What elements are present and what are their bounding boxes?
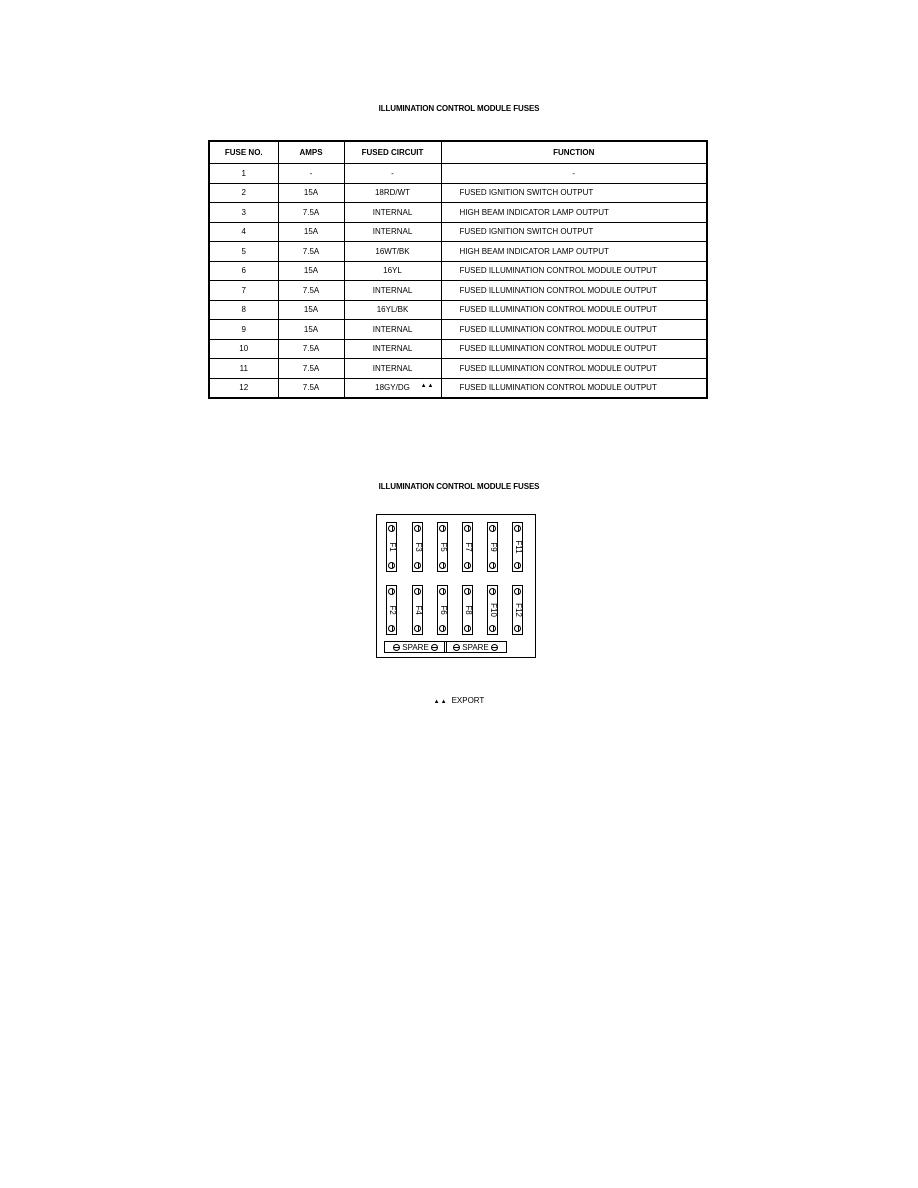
fuse-number-cell-text: 1 <box>241 168 246 178</box>
fused-circuit-cell-text: INTERNAL <box>372 285 413 295</box>
fused-circuit-cell-text: INTERNAL <box>372 324 413 334</box>
spare-label: SPARE <box>402 642 429 652</box>
fuse-number-cell <box>209 164 278 184</box>
function-cell <box>441 339 707 359</box>
fused-circuit-cell <box>344 339 441 359</box>
fused-circuit-cell <box>344 183 441 203</box>
fuse-number-cell <box>209 203 278 223</box>
fuse-number-cell-text: 10 <box>239 344 249 354</box>
fuse-terminal-icon <box>414 525 421 532</box>
fuse <box>437 585 448 635</box>
fuse-terminal-icon <box>453 644 460 651</box>
fused-circuit-cell <box>344 164 441 184</box>
amps-cell-text: 15A <box>303 188 319 198</box>
fused-circuit-cell-text: 16WT/BK <box>375 246 410 256</box>
fuse-number-cell <box>209 183 278 203</box>
table-row <box>209 242 707 262</box>
diagram-title: ILLUMINATION CONTROL MODULE FUSES <box>378 482 540 491</box>
fuse-terminal-icon <box>491 644 498 651</box>
table-row <box>209 320 707 340</box>
fuse-label: F12 <box>513 603 523 617</box>
fuse <box>512 522 523 572</box>
function-cell <box>441 359 707 379</box>
fuse-label: F6 <box>438 605 448 615</box>
function-cell <box>441 320 707 340</box>
fused-circuit-cell-text: 18GY/DG <box>375 383 410 393</box>
amps-cell-text: 7.5A <box>302 285 320 295</box>
fused-circuit-cell <box>344 281 441 301</box>
function-cell <box>441 300 707 320</box>
fuse-number-cell-text: 4 <box>241 227 246 237</box>
fuse <box>412 585 423 635</box>
fuse-terminal-icon <box>464 588 471 595</box>
fused-circuit-cell-text: 16YL <box>383 266 402 276</box>
fuse-label: F3 <box>413 542 423 552</box>
fuse-label: F7 <box>463 542 473 552</box>
fuse-terminal-icon <box>431 644 438 651</box>
function-cell <box>441 203 707 223</box>
amps-cell-text: 7.5A <box>302 363 320 373</box>
fuse-terminal-icon <box>388 525 395 532</box>
fuse-terminal-icon <box>464 525 471 532</box>
fuse-number-cell-text: 7 <box>241 285 246 295</box>
fuse-number-cell-text: 11 <box>239 363 248 373</box>
fuse-number-cell <box>209 378 278 398</box>
fused-circuit-cell <box>344 300 441 320</box>
fuse-terminal-icon <box>388 625 395 632</box>
fuse-label: F9 <box>488 542 498 552</box>
fused-circuit-cell-text: 16YL/BK <box>376 305 409 315</box>
function-cell-text: FUSED ILLUMINATION CONTROL MODULE OUTPUT <box>459 266 657 276</box>
amps-cell-text: 7.5A <box>302 207 320 217</box>
header-amps: AMPS <box>278 141 344 164</box>
fuse-label: F4 <box>413 605 423 615</box>
fuse-label: F2 <box>387 605 397 615</box>
fuse-terminal-icon <box>514 525 521 532</box>
fuse <box>487 522 498 572</box>
function-cell <box>441 281 707 301</box>
fuse <box>437 522 448 572</box>
table-row <box>209 222 707 242</box>
amps-cell <box>278 359 344 379</box>
fuse-terminal-icon <box>464 625 471 632</box>
table-title: ILLUMINATION CONTROL MODULE FUSES <box>378 104 540 113</box>
amps-cell <box>278 164 344 184</box>
amps-cell <box>278 300 344 320</box>
amps-cell-text: 7.5A <box>302 344 320 354</box>
fuse-terminal-icon <box>489 625 496 632</box>
amps-cell <box>278 242 344 262</box>
function-cell-text: FUSED IGNITION SWITCH OUTPUT <box>459 227 594 237</box>
function-cell <box>441 242 707 262</box>
function-cell <box>441 261 707 281</box>
fuse-terminal-icon <box>388 588 395 595</box>
amps-cell <box>278 203 344 223</box>
amps-cell <box>278 183 344 203</box>
fuse-number-cell <box>209 261 278 281</box>
fuse-terminal-icon <box>439 525 446 532</box>
fuse-number-cell <box>209 359 278 379</box>
fuse <box>412 522 423 572</box>
fused-circuit-cell-text: - <box>391 168 394 178</box>
fuse-number-cell <box>209 300 278 320</box>
fuse-number-cell <box>209 222 278 242</box>
fuse-label: F10 <box>488 603 498 617</box>
fuse-number-cell <box>209 320 278 340</box>
fuse-number-cell <box>209 242 278 262</box>
function-cell-text: FUSED ILLUMINATION CONTROL MODULE OUTPUT <box>459 324 657 334</box>
fuse-terminal-icon <box>464 562 471 569</box>
table-row <box>209 378 707 398</box>
fused-circuit-cell-text: INTERNAL <box>372 363 413 373</box>
fuse-terminal-icon <box>414 562 421 569</box>
fuse-terminal-icon <box>514 625 521 632</box>
fuse-label: F8 <box>463 605 473 615</box>
fuse-terminal-icon <box>388 562 395 569</box>
function-cell <box>441 164 707 184</box>
amps-cell-text: 15A <box>303 227 319 237</box>
fuse-terminal-icon <box>414 625 421 632</box>
fuse-terminal-icon <box>439 562 446 569</box>
function-cell-text: HIGH BEAM INDICATOR LAMP OUTPUT <box>459 246 609 256</box>
fuse-number-cell-text: 5 <box>241 246 246 256</box>
fuse <box>512 585 523 635</box>
spare-label: SPARE <box>462 642 489 652</box>
fuse-number-cell-text: 9 <box>241 324 246 334</box>
fuse <box>487 585 498 635</box>
fuse-number-cell-text: 2 <box>241 188 246 198</box>
fuse-terminal-icon <box>514 562 521 569</box>
fuse-number-cell-text: 12 <box>239 383 249 393</box>
header-function: FUNCTION <box>441 141 707 164</box>
fused-circuit-cell <box>344 222 441 242</box>
fuse-table <box>208 140 708 399</box>
function-cell-text: FUSED ILLUMINATION CONTROL MODULE OUTPUT <box>459 363 657 373</box>
amps-cell-text: - <box>309 168 313 178</box>
legend <box>0 696 918 705</box>
spare-fuse <box>444 641 507 653</box>
fused-circuit-cell-text: INTERNAL <box>372 344 413 354</box>
fused-circuit-cell <box>344 359 441 379</box>
export-mark: ▲▲ <box>420 382 435 389</box>
fuse <box>462 522 473 572</box>
function-cell-text: HIGH BEAM INDICATOR LAMP OUTPUT <box>459 207 609 217</box>
fuse-terminal-icon <box>439 625 446 632</box>
table-header-row <box>209 141 707 164</box>
amps-cell <box>278 320 344 340</box>
fuse-number-cell-text: 8 <box>241 305 246 315</box>
fuse-terminal-icon <box>489 588 496 595</box>
function-cell-text: FUSED ILLUMINATION CONTROL MODULE OUTPUT <box>459 344 657 354</box>
fuse-terminal-icon <box>489 525 496 532</box>
fused-circuit-cell <box>344 378 441 398</box>
fuse-label: F5 <box>438 542 448 552</box>
fuse <box>386 585 397 635</box>
table-row <box>209 183 707 203</box>
export-mark: ▲▲ <box>433 699 448 705</box>
amps-cell <box>278 281 344 301</box>
fuse-number-cell <box>209 281 278 301</box>
fused-circuit-cell <box>344 320 441 340</box>
table-row <box>209 359 707 379</box>
legend-text: EXPORT <box>451 696 485 705</box>
fuse-number-cell-text: 6 <box>241 266 246 276</box>
table-row <box>209 164 707 184</box>
fuse-label: F1 <box>387 542 397 552</box>
function-cell-text: - <box>572 168 576 178</box>
header-fuse-no: FUSE NO. <box>209 141 278 164</box>
function-cell <box>441 183 707 203</box>
function-cell <box>441 378 707 398</box>
fused-circuit-cell-text: INTERNAL <box>372 207 413 217</box>
fuse-terminal-icon <box>514 588 521 595</box>
function-cell <box>441 222 707 242</box>
amps-cell-text: 15A <box>303 324 319 334</box>
table-row <box>209 339 707 359</box>
table-row <box>209 300 707 320</box>
fuse <box>386 522 397 572</box>
header-fused-circuit: FUSED CIRCUIT <box>344 141 441 164</box>
fuse-terminal-icon <box>439 588 446 595</box>
function-cell-text: FUSED ILLUMINATION CONTROL MODULE OUTPUT <box>459 305 657 315</box>
amps-cell <box>278 378 344 398</box>
fuse-terminal-icon <box>414 588 421 595</box>
fused-circuit-cell <box>344 203 441 223</box>
amps-cell <box>278 222 344 242</box>
fused-circuit-cell <box>344 261 441 281</box>
fuse-terminal-icon <box>393 644 400 651</box>
amps-cell <box>278 339 344 359</box>
fuse-number-cell <box>209 339 278 359</box>
function-cell-text: FUSED ILLUMINATION CONTROL MODULE OUTPUT <box>459 285 657 295</box>
amps-cell-text: 15A <box>303 305 319 315</box>
fuse-number-cell-text: 3 <box>241 207 246 217</box>
amps-cell <box>278 261 344 281</box>
function-cell-text: FUSED ILLUMINATION CONTROL MODULE OUTPUT <box>459 383 657 393</box>
table-row <box>209 261 707 281</box>
amps-cell-text: 15A <box>303 266 319 276</box>
table-row <box>209 281 707 301</box>
fuse-label: F11 <box>513 540 523 554</box>
fused-circuit-cell <box>344 242 441 262</box>
amps-cell-text: 7.5A <box>302 383 320 393</box>
fuse <box>462 585 473 635</box>
table-row <box>209 203 707 223</box>
fuse-box-diagram <box>376 514 536 658</box>
fused-circuit-cell-text: 18RD/WT <box>374 188 411 198</box>
spare-fuse <box>384 641 447 653</box>
fuse-terminal-icon <box>489 562 496 569</box>
amps-cell-text: 7.5A <box>302 246 320 256</box>
fused-circuit-cell-text: INTERNAL <box>372 227 413 237</box>
function-cell-text: FUSED IGNITION SWITCH OUTPUT <box>459 188 594 198</box>
